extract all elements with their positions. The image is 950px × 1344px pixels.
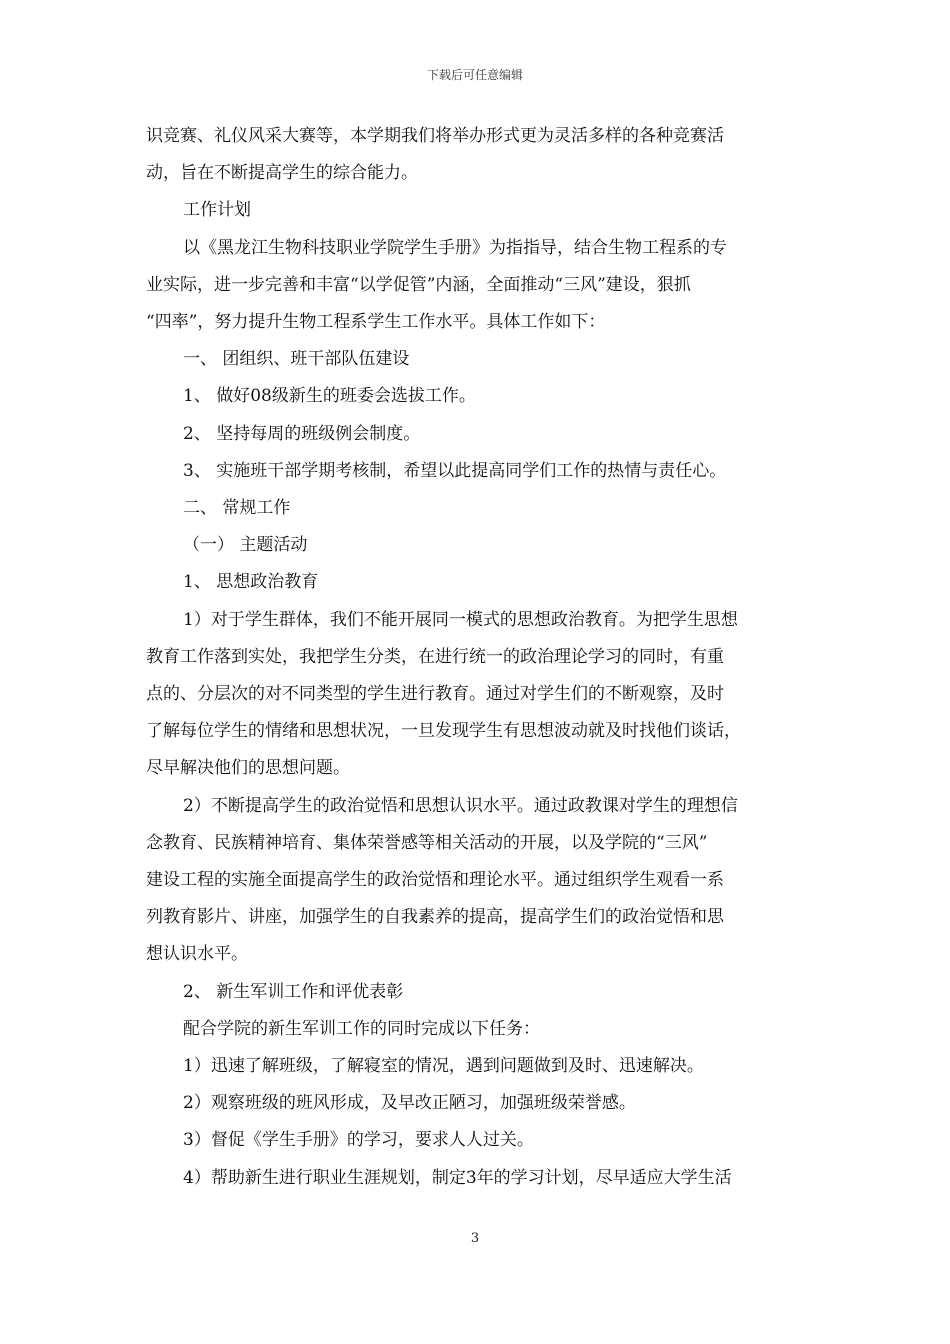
paragraph-line: 想认识水平。 [146,944,248,965]
paragraph-line: 动，旨在不断提高学生的综合能力。 [146,163,418,184]
list-item: 1、 做好08级新生的班委会选拔工作。 [183,386,476,407]
list-item: 1、 思想政治教育 [183,572,319,593]
subsection-heading: （一） 主题活动 [183,535,308,556]
paragraph-line: “四率”，努力提升生物工程系学生工作水平。具体工作如下： [146,312,606,333]
paragraph-line: 业实际，进一步完善和丰富“以学促管”内涵，全面推动“三风”建设，狠抓 [146,274,691,295]
section-heading: 二、 常规工作 [183,498,291,519]
list-item: 4）帮助新生进行职业生涯规划，制定3年的学习计划，尽早适应大学生活 [183,1167,732,1188]
paragraph-line: 了解每位学生的情绪和思想状况，一旦发现学生有思想波动就及时找他们谈话， [146,721,741,742]
list-item: 3）督促《学生手册》的学习，要求人人过关。 [183,1130,534,1151]
paragraph-line: 念教育、民族精神培育、集体荣誉感等相关活动的开展，以及学院的“三风” [146,832,708,853]
page-number: 3 [470,1231,480,1246]
paragraph-line: 建设工程的实施全面提高学生的政治觉悟和理论水平。通过组织学生观看一系 [146,870,724,891]
section-heading-work-plan: 工作计划 [183,200,251,221]
list-item: 2）观察班级的班风形成，及早改正陋习，加强班级荣誉感。 [183,1093,636,1114]
section-heading: 一、 团组织、班干部队伍建设 [183,349,410,370]
paragraph-line: 点的、分层次的对不同类型的学生进行教育。通过对学生们的不断观察，及时 [146,684,724,705]
list-item: 2、 新生军训工作和评优表彰 [183,981,404,1002]
paragraph-line: 2）不断提高学生的政治觉悟和思想认识水平。通过政教课对学生的理想信 [183,795,738,816]
paragraph-line: 配合学院的新生军训工作的同时完成以下任务： [183,1018,540,1039]
document-body [146,118,826,1197]
paragraph-line: 1）对于学生群体，我们不能开展同一模式的思想政治教育。为把学生思想 [183,609,738,630]
paragraph-line: 尽早解决他们的思想问题。 [146,758,350,779]
paragraph-line: 教育工作落到实处，我把学生分类，在进行统一的政治理论学习的同时，有重 [146,646,724,667]
paragraph-line: 以《黑龙江生物科技职业学院学生手册》为指指导，结合生物工程系的专 [183,237,727,258]
list-item: 1）迅速了解班级，了解寝室的情况，遇到问题做到及时、迅速解决。 [183,1056,704,1077]
page-header: 下载后可任意编辑 [426,68,523,82]
list-item: 2、 坚持每周的班级例会制度。 [183,423,421,444]
list-item: 3、 实施班干部学期考核制，希望以此提高同学们工作的热情与责任心。 [183,460,727,481]
paragraph-line: 识竞赛、礼仪风采大赛等，本学期我们将举办形式更为灵活多样的各种竞赛活 [146,126,724,146]
paragraph-line: 列教育影片、讲座，加强学生的自我素养的提高，提高学生们的政治觉悟和思 [146,907,724,928]
